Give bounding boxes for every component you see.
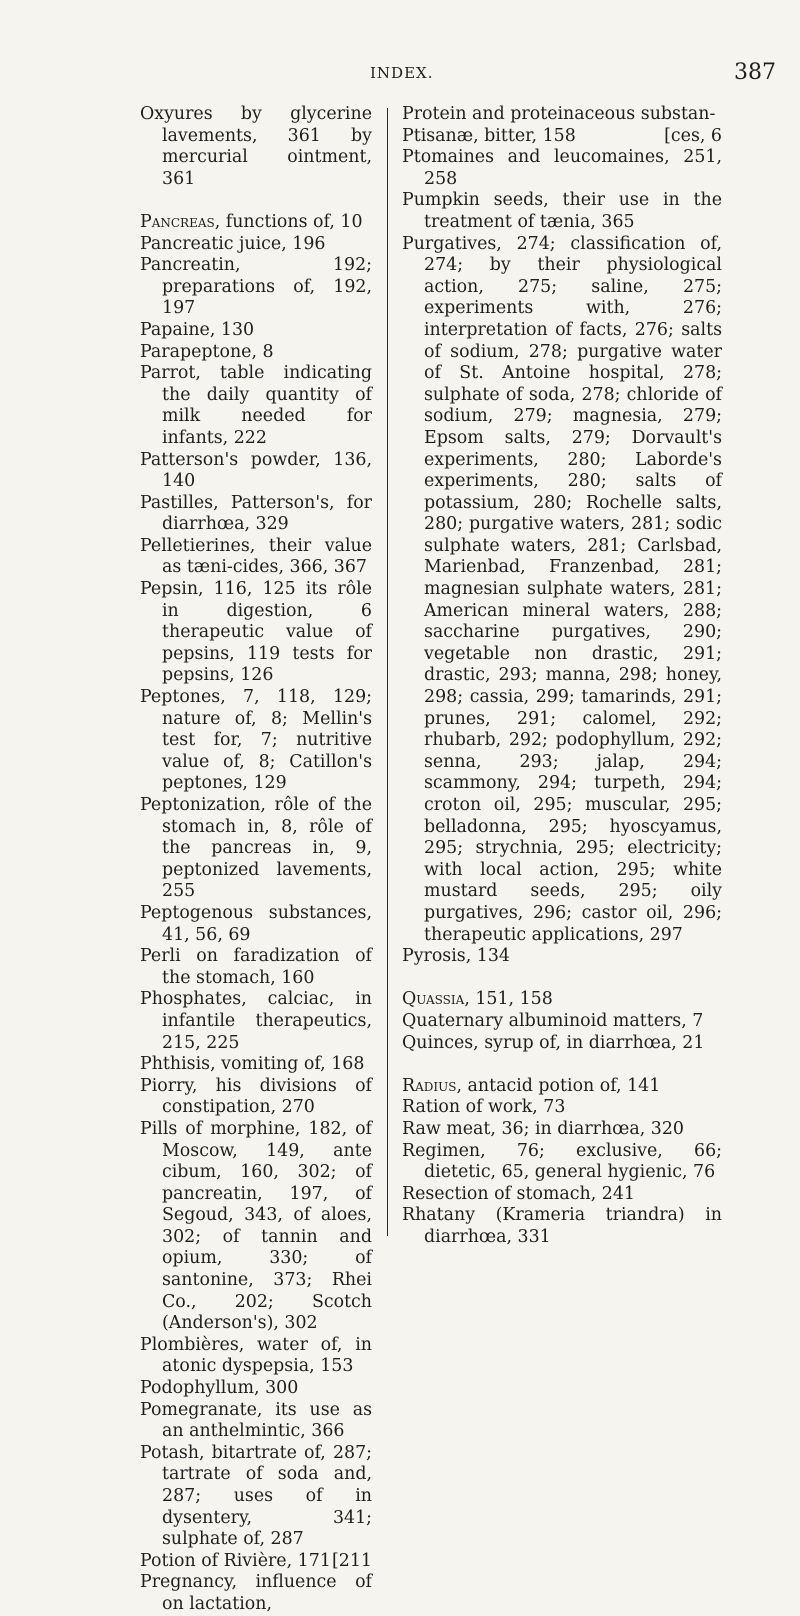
index-entry: Perli on faradization of the stomach, 160 xyxy=(140,946,372,988)
entry-text: Ptisanæ, bitter, 158 xyxy=(402,125,576,146)
index-entry: Regimen, 76; exclusive, 66; dietetic, 65, general hygienic, 76 xyxy=(402,1140,722,1183)
index-entry: Pancreatin, 192; preparations of, 192, 197 xyxy=(140,255,372,319)
index-entry: Podophyllum, 300 xyxy=(140,1378,299,1399)
index-entry: Pastilles, Patterson's, for diarrhœa, 329 xyxy=(140,492,372,535)
index-entry xyxy=(140,1551,372,1573)
index-entry: Ptomaines and leucomaines, 251, 258 xyxy=(402,147,722,189)
index-entry: Potash, bitartrate of, 287; tartrate of soda and, 287; uses of in dysentery, 341; sulphate of, 287 xyxy=(140,1442,372,1550)
entry-heading: Pancreas xyxy=(140,211,215,232)
index-entry: Pregnancy, influence of on lactation, xyxy=(140,1572,372,1614)
entry-text: , functions of, 10 xyxy=(214,211,363,232)
carryover-fragment: [ces, 6 xyxy=(664,125,722,146)
carryover-fragment: [211 xyxy=(332,1550,372,1571)
index-entry xyxy=(402,126,722,148)
index-entry: Patterson's powder, 136, 140 xyxy=(140,449,372,492)
index-entry: Pills of morphine, 182, of Moscow, 149, ante cibum, 160, 302; of pancreatin, 197, of Segoud, 343, of aloes, 302; of tannin and opium, 330; of santonine, 373; Rhei Co., 202; Scotch (Anderson's), 302 xyxy=(140,1118,372,1334)
page-number: 387 xyxy=(734,60,776,85)
index-entry: Peptonization, rôle of the stomach in, 8, rôle of the pancreas in, 9, peptonized lavements, 255 xyxy=(140,795,372,902)
index-entry: Parapeptone, 8 xyxy=(140,341,274,362)
entry-text: , 151, 158 xyxy=(464,989,553,1010)
index-entry: Quaternary albuminoid matters, 7 xyxy=(402,1010,704,1031)
index-entry: Resection of stomach, 241 xyxy=(402,1183,635,1204)
left-column xyxy=(140,104,372,1616)
index-entry: Raw meat, 36; in diarrhœa, 320 xyxy=(402,1118,684,1139)
index-entry: Plombières, water of, in atonic dyspepsia, 153 xyxy=(140,1334,372,1377)
index-entry: Papaine, 130 xyxy=(140,319,255,340)
index-entry: Quinces, syrup of, in diarrhœa, 21 xyxy=(402,1032,705,1053)
index-entry xyxy=(402,989,722,1011)
index-entry: Piorry, his divisions of constipation, 270 xyxy=(140,1075,372,1118)
entry-heading: Radius xyxy=(402,1075,457,1096)
index-entry: Pomegranate, its use as an anthelmintic, 366 xyxy=(140,1399,372,1442)
column-divider xyxy=(387,108,388,1236)
index-entry xyxy=(140,212,372,234)
index-entry: Rhatany (Krameria triandra) in diarrhœa, 331 xyxy=(402,1205,722,1247)
entry-text: Potion of Rivière, 171 xyxy=(140,1550,331,1571)
right-column xyxy=(402,104,722,1248)
index-entry: Ration of work, 73 xyxy=(402,1097,566,1118)
index-entry: Pancreatic juice, 196 xyxy=(140,233,326,254)
running-title: INDEX. xyxy=(370,64,434,82)
index-entry: Purgatives, 274; classification of, 274; by their physiological action, 275; saline, 275; experiments with, 276; interpretation of facts, 276; salts of sodium, 278; purgative water of St. Antoine hospital, 278; sulphate of soda, 278; chloride of sodium, 279; magnesia, 279; Epsom salts, 279; Dorvault's experiments, 280; Laborde's experiments, 280; salts of potassium, 280; Rochelle salts, 280; purgative waters, 281; sodic sulphate waters, 281; Carlsbad, Marienbad, Franzenbad, 281; magnesian sulphate waters, 281; American mineral waters, 288; saccharine purgatives, 290; vegetable non drastic, 291; drastic, 293; manna, 298; honey, 298; cassia, 299; tamarinds, 291; prunes, 291; calomel, 292; rhubarb, 292; podophyllum, 292; senna, 293; jalap, 294; scammony, 294; turpeth, 294; croton oil, 295; muscular, 295; belladonna, 295; hyoscyamus, 295; strychnia, 295; electricity; with local action, 295; white mustard seeds, 295; oily purgatives, 296; castor oil, 296; therapeutic applications, 297 xyxy=(402,233,722,945)
index-entry xyxy=(402,1076,722,1098)
index-entry: Phthisis, vomiting of, 168 xyxy=(140,1054,365,1075)
index-entry: Pyrosis, 134 xyxy=(402,946,510,967)
index-entry: Oxyures by glycerine lavements, 361 by mercurial ointment, 361 xyxy=(140,104,372,189)
index-entry: Pumpkin seeds, their use in the treatment of tænia, 365 xyxy=(402,190,722,232)
index-entry: Pelletierines, their value as tæni-cides, 366, 367 xyxy=(140,535,372,578)
index-entry: Parrot, table indicating the daily quantity of milk needed for infants, 222 xyxy=(140,363,372,448)
entry-text: , antacid potion of, 141 xyxy=(456,1075,661,1096)
index-entry: Peptogenous substances, 41, 56, 69 xyxy=(140,902,372,945)
page-header xyxy=(0,60,800,94)
index-entry: Peptones, 7, 118, 129; nature of, 8; Mellin's test for, 7; nutritive value of, 8; Catillon's peptones, 129 xyxy=(140,687,372,794)
index-entry: Phosphates, calciac, in infantile therapeutics, 215, 225 xyxy=(140,989,372,1053)
index-entry: Pepsin, 116, 125 its rôle in digestion, 6 therapeutic value of pepsins, 119 tests for pepsins, 126 xyxy=(140,579,372,686)
entry-heading: Quassia xyxy=(402,989,465,1010)
index-entry: Protein and proteinaceous substan- xyxy=(402,104,716,124)
